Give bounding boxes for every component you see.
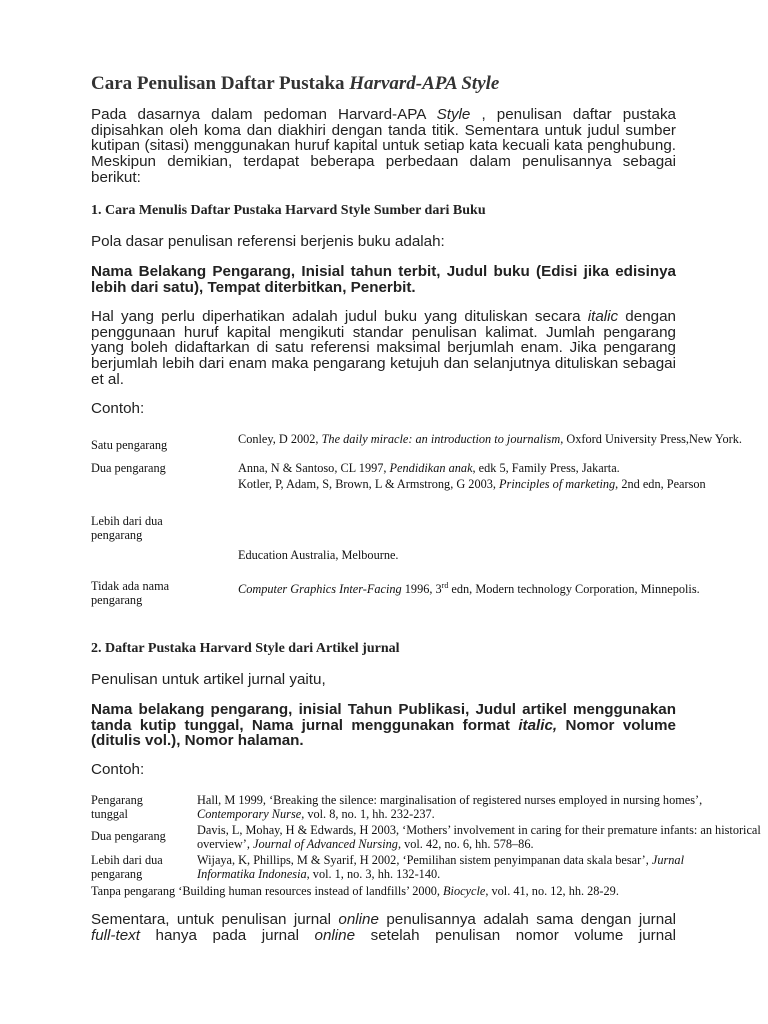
row-label-dua-pengarang-jurnal: Dua pengarang (91, 829, 166, 843)
intro-paragraph: Pada dasarnya dalam pedoman Harvard-APA Style , penulisan daftar pustaka dipisahkan oleh koma dan diakhiri dengan tanda titik. Sementara untuk judul sumber kutipan (sitasi) menggunakan huruf kapital untuk setiap kata kecuali kata penghubung. Meskipun demikian, terdapat beberapa perbedaan dalam penulisannya sebagai berikut: (91, 106, 676, 186)
book-note-paragraph: Hal yang perlu diperhatikan adalah judul buku yang dituliskan secara italic dengan penggunaan huruf kapital mengikuti standar penulisan kalimat. Jumlah pengarang yang boleh didaftarkan di satu referensi maksimal berjumlah enam. Jika pengarang berjumlah lebih dari enam maka pengarang ketujuh dan selanjutnya dituliskan sebagai et al. (91, 308, 676, 388)
ref-tidak-ada-nama: Computer Graphics Inter-Facing 1996, 3rd edn, Modern technology Corporation, Minnepolis. (238, 581, 700, 597)
section-2-lead: Penulisan untuk artikel jurnal yaitu, (91, 671, 326, 688)
ref-tanpa-pengarang: ‘Building human resources instead of landfills’ 2000, Biocycle, vol. 41, no. 12, hh. 28-29. (175, 884, 619, 898)
section-1-heading: 1. Cara Menulis Daftar Pustaka Harvard Style Sumber dari Buku (91, 203, 486, 218)
book-pattern: Nama Belakang Pengarang, Inisial tahun terbit, Judul buku (Edisi jika edisinya lebih dari satu), Tempat diterbitkan, Penerbit. (91, 263, 676, 296)
row-label-dua-pengarang: Dua pengarang (91, 461, 166, 475)
row-label-pengarang-tunggal: Pengarang tunggal (91, 793, 143, 821)
section-1-example-label: Contoh: (91, 400, 145, 417)
ref-dua-pengarang-jurnal: Davis, L, Mohay, H & Edwards, H 2003, ‘Mothers’ involvement in caring for their premature infants: an historical overview’, Journal of Advanced Nursing, vol. 42, no. 6, hh. 578–86. (197, 823, 761, 851)
ref-lebih-dari-dua-jurnal: Wijaya, K, Phillips, M & Syarif, H 2002, ‘Pemilihan sistem penyimpanan data skala besar’, Jurnal Informatika Indonesia, vol. 1, no. 3, hh. 132-140. (197, 853, 684, 881)
row-label-lebih-dari-dua: Lebih dari dua pengarang (91, 514, 163, 542)
row-label-tanpa-pengarang: Tanpa pengarang (91, 884, 176, 898)
ref-satu-pengarang: Conley, D 2002, The daily miracle: an introduction to journalism, Oxford University Press,New York. (238, 432, 742, 446)
ref-dua-pengarang-2: Kotler, P, Adam, S, Brown, L & Armstrong, G 2003, Principles of marketing, 2nd edn, Pearson (238, 477, 706, 491)
row-label-tidak-ada-nama: Tidak ada nama pengarang (91, 579, 170, 607)
section-1-lead: Pola dasar penulisan referensi berjenis buku adalah: (91, 233, 445, 250)
ref-lebih-dari-dua: Education Australia, Melbourne. (238, 548, 399, 562)
ref-dua-pengarang: Anna, N & Santoso, CL 1997, Pendidikan anak, edk 5, Family Press, Jakarta. (238, 461, 620, 475)
section-2-example-label: Contoh: (91, 761, 145, 778)
section-2-heading: 2. Daftar Pustaka Harvard Style dari Artikel jurnal (91, 641, 400, 656)
page-title: Cara Penulisan Daftar Pustaka Harvard-APA Style (91, 73, 500, 94)
row-label-satu-pengarang: Satu pengarang (91, 438, 168, 452)
row-tanpa-pengarang (91, 884, 619, 898)
row-label-lebih-dari-dua-jurnal: Lebih dari dua pengarang (91, 853, 163, 881)
ref-pengarang-tunggal: Hall, M 1999, ‘Breaking the silence: marginalisation of registered nurses employed in nursing homes’, Contemporary Nurse, vol. 8, no. 1, hh. 232-237. (197, 793, 703, 821)
journal-pattern: Nama belakang pengarang, inisial Tahun Publikasi, Judul artikel menggunakan tanda kutip tunggal, Nama jurnal menggunakan format italic, Nomor volume (ditulis vol.), Nomor halaman. (91, 701, 676, 750)
closing-paragraph: Sementara, untuk penulisan jurnal online penulisannya adalah sama dengan jurnal full-text hanya pada jurnal online setelah penulisan nomor volume jurnal (91, 911, 676, 944)
